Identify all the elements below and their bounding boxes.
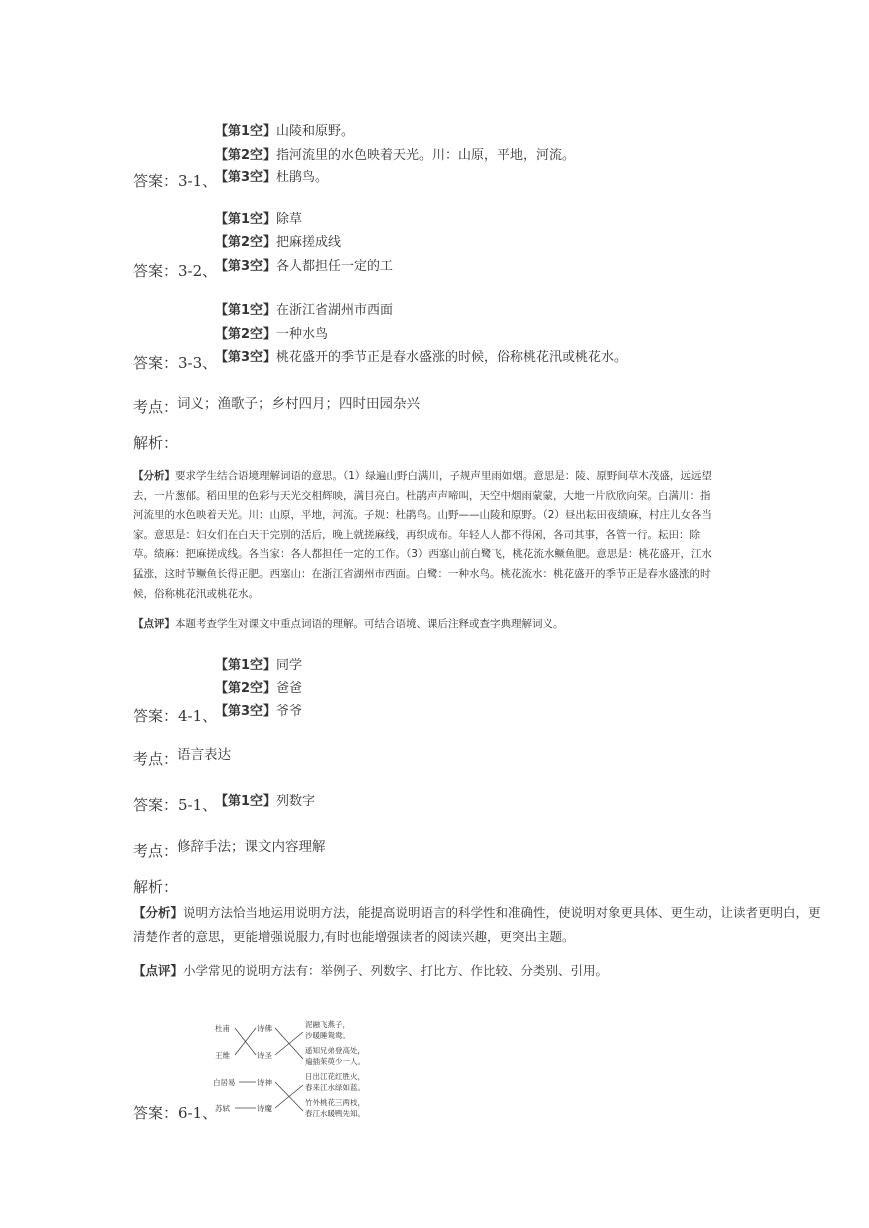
verse-line: 竹外桃花三两枝， bbox=[305, 1098, 365, 1107]
jiexi-2-comment: 【点评】小学常见的说明方法有：举例子、列数字、打比方、作比较、分类别、引用。 bbox=[133, 963, 609, 978]
q3-3-blank-1: 【第1空】在浙江省湖州市西面 bbox=[215, 303, 394, 318]
q3-2-blank-3: 【第3空】各人都担任一定的工 bbox=[215, 259, 394, 274]
kaodian-text-3: 修辞手法；课文内容理解 bbox=[177, 839, 326, 855]
poet-matching-diagram bbox=[205, 1018, 390, 1120]
fenxi-tag: 【分析】 bbox=[133, 470, 175, 482]
poet-title: 诗神 bbox=[257, 1078, 272, 1087]
q3-3-blank-2: 【第2空】一种水鸟 bbox=[215, 327, 329, 342]
match-line bbox=[275, 1085, 303, 1108]
kaodian-text-1: 词义；渔歌子；乡村四月；四时田园杂兴 bbox=[177, 396, 420, 412]
q3-1-blank-2: 【第2空】指河流里的水色映着天光。川：山原，平地，河流。 bbox=[215, 148, 576, 163]
kaodian-label-2: 考点： bbox=[133, 750, 179, 768]
analysis-line: 河流里的水色映着天光。川：山原，平地，河流。子规：杜鹃鸟。山野——山陵和原野。（2）昼出耘田夜绩麻，村庄儿女各当 bbox=[133, 509, 712, 522]
match-line bbox=[275, 1032, 303, 1055]
verse-line: 遍插茱萸少一人。 bbox=[305, 1057, 365, 1066]
jiexi-label-2: 解析： bbox=[133, 878, 179, 896]
q5-1-blank-1: 【第1空】列数字 bbox=[215, 794, 316, 809]
q3-2-blank-2: 【第2空】把麻搓成线 bbox=[215, 235, 342, 250]
analysis-line: 草。绩麻：把麻搓成线。各当家：各人都担任一定的工作。（3）西塞山前白鹭飞，桃花流水鳜鱼肥。意思是：桃花盛开，江水 bbox=[133, 548, 712, 561]
analysis-line: 家。意思是：妇女们在白天干完别的活后，晚上就搓麻线，再织成布。年轻人人都不得闲，各司其事，各管一行。耘田：除 bbox=[133, 528, 700, 541]
answer-label-5-1: 答案：5-1、 bbox=[133, 796, 218, 814]
poet-title: 诗魔 bbox=[257, 1104, 272, 1113]
poet-name: 苏轼 bbox=[215, 1104, 230, 1113]
answer-label-3-2: 答案：3-2、 bbox=[133, 262, 218, 280]
q4-1-blank-1: 【第1空】同学 bbox=[215, 658, 303, 673]
poet-title: 诗佛 bbox=[257, 1024, 272, 1033]
answer-label-6-1: 答案：6-1、 bbox=[133, 1104, 218, 1122]
poet-name: 杜甫 bbox=[215, 1024, 230, 1033]
verse-line: 泥融飞燕子， bbox=[305, 1020, 350, 1029]
kaodian-label-1: 考点： bbox=[133, 398, 179, 416]
analysis-line: 猛涨，这时节鳜鱼长得正肥。西塞山：在浙江省湖州市西面。白鹭：一种水鸟。桃花流水：桃花盛开的季节正是春水盛涨的时 bbox=[133, 567, 711, 580]
verse-line: 遥知兄弟登高处， bbox=[305, 1046, 365, 1055]
analysis-line: 去，一片葱郁。稻田里的色彩与天光交相辉映，满目亮白。杜鹃声声啼叫，天空中烟雨蒙蒙，大地一片欣欣向荣。白满川：指 bbox=[133, 489, 711, 502]
kaodian-label-3: 考点： bbox=[133, 842, 179, 860]
q3-3-blank-3: 【第3空】桃花盛开的季节正是春水盛涨的时候，俗称桃花汛或桃花水。 bbox=[215, 350, 628, 365]
verse-line: 春江水暖鸭先知。 bbox=[305, 1109, 365, 1118]
analysis-line: 【分析】要求学生结合语境理解词语的意思。（1）绿遍山野白满川，子规声里雨如烟。意思是：陵、原野间草木茂盛，远远望 bbox=[133, 470, 712, 482]
answer-label-3-1: 答案：3-1、 bbox=[133, 172, 218, 190]
jiexi-1-analysis bbox=[133, 467, 773, 604]
analysis-line: 【分析】说明方法恰当地运用说明方法，能提高说明语言的科学性和准确性，使说明对象更具体、更生动，让读者更明白，更 bbox=[133, 905, 821, 920]
dianping-tag: 【点评】 bbox=[133, 618, 175, 630]
answer-label-4-1: 答案：4-1、 bbox=[133, 707, 218, 725]
poet-title: 诗圣 bbox=[257, 1051, 272, 1060]
q4-1-blank-3: 【第3空】爷爷 bbox=[215, 704, 303, 719]
analysis-line: 候，俗称桃花汛或桃花水。 bbox=[133, 587, 259, 600]
jiexi-label-1: 解析： bbox=[133, 434, 179, 452]
verse-line: 沙暖睡鸳鸯。 bbox=[305, 1031, 350, 1040]
kaodian-text-2: 语言表达 bbox=[177, 747, 231, 763]
q3-1-blank-1: 【第1空】山陵和原野。 bbox=[215, 124, 355, 139]
poet-name: 白居易 bbox=[213, 1078, 236, 1087]
poet-name: 王维 bbox=[215, 1051, 230, 1060]
fenxi-tag: 【分析】 bbox=[133, 905, 184, 920]
verse-line: 春来江水绿如蓝。 bbox=[305, 1083, 365, 1092]
q4-1-blank-2: 【第2空】爸爸 bbox=[215, 681, 303, 696]
verse-line: 日出江花红胜火， bbox=[305, 1072, 365, 1081]
q3-2-blank-1: 【第1空】除草 bbox=[215, 212, 303, 227]
analysis-line: 清楚作者的意思，更能增强说服力,有时也能增强读者的阅读兴趣，更突出主题。 bbox=[133, 929, 575, 944]
dianping-tag: 【点评】 bbox=[133, 963, 184, 978]
answer-label-3-3: 答案：3-3、 bbox=[133, 354, 218, 372]
jiexi-2-analysis bbox=[133, 901, 838, 949]
q3-1-blank-3: 【第3空】杜鹃鸟。 bbox=[215, 170, 329, 185]
jiexi-1-comment: 【点评】本题考查学生对课文中重点词语的理解。可结合语境、课后注释或查字典理解词义。 bbox=[133, 618, 564, 630]
